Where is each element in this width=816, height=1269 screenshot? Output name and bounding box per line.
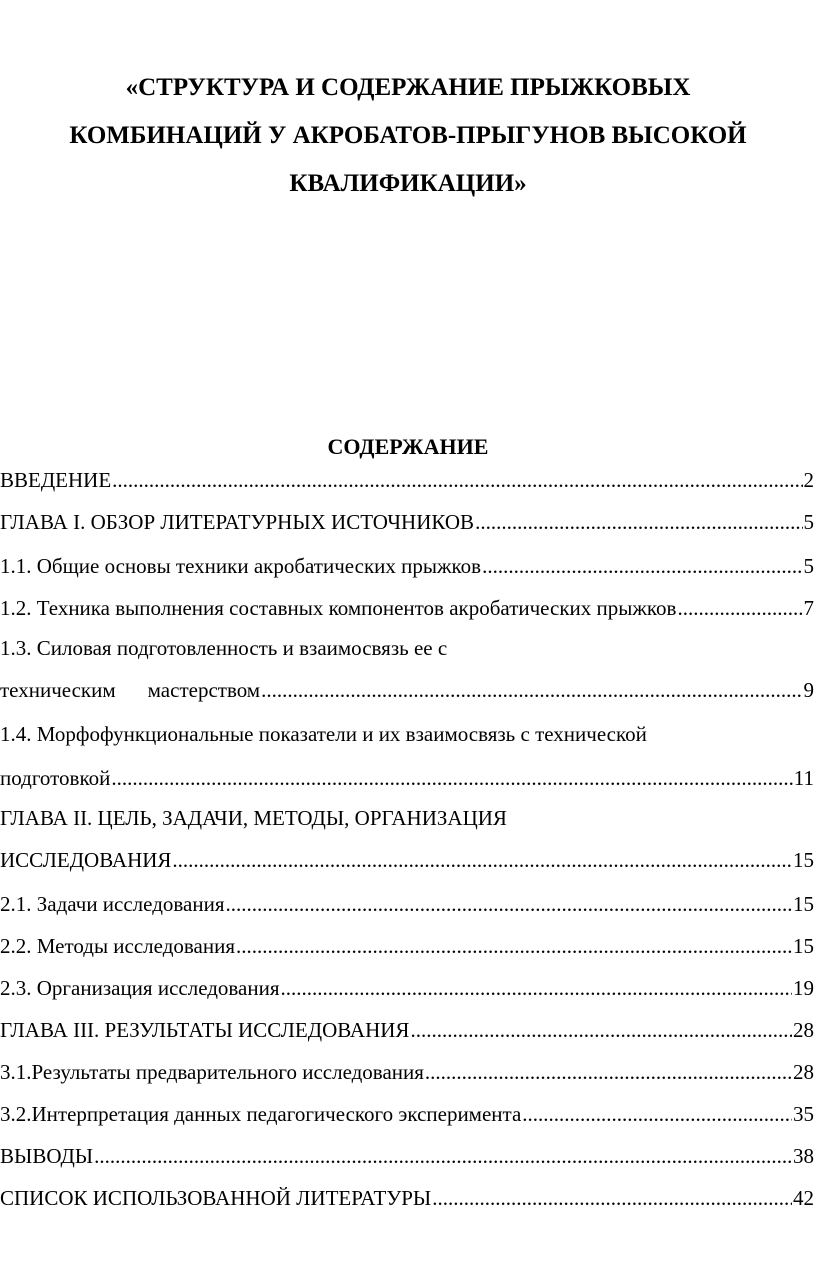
toc-leader-dots <box>482 552 802 580</box>
toc-leader-dots <box>112 466 802 494</box>
toc-entry-1-2 <box>0 594 816 622</box>
toc-entry-1-3 <box>0 634 816 704</box>
toc-entry-label: 2.2. Методы исследования <box>0 934 235 958</box>
toc-leader-dots <box>677 594 802 622</box>
title-line-3: КВАЛИФИКАЦИИ» <box>289 170 527 197</box>
toc-entry-chapter-2 <box>0 804 816 874</box>
toc-entry-1-1 <box>0 552 816 580</box>
toc-entry-3-1 <box>0 1058 816 1086</box>
toc-page-number: 5 <box>803 554 814 578</box>
toc-entry-2-3 <box>0 974 816 1002</box>
toc-entry-label: ГЛАВА I. ОБЗОР ЛИТЕРАТУРНЫХ ИСТОЧНИКОВ <box>0 510 475 534</box>
toc-page-number: 2 <box>803 468 814 492</box>
toc-leader-dots <box>281 974 792 1002</box>
toc-entry-first-line: 1.3. Силовая подготовленность и взаимосвязь ее с <box>0 636 448 660</box>
toc-entry-label: ВЫВОДЫ <box>0 1144 94 1168</box>
toc-entry-1-4 <box>0 720 816 792</box>
toc-page-number: 7 <box>803 596 814 620</box>
toc-page-number: 35 <box>793 1102 814 1126</box>
toc-entry-label: 2.1. Задачи исследования <box>0 892 225 916</box>
toc-entry-2-2 <box>0 932 816 960</box>
title-line-1: «СТРУКТУРА И СОДЕРЖАНИЕ ПРЫЖКОВЫХ <box>125 74 691 101</box>
toc-entry-label: 1.2. Техника выполнения составных компонентов акробатических прыжков <box>0 596 677 620</box>
toc-leader-dots <box>410 1016 792 1044</box>
toc-page-number: 28 <box>793 1060 814 1084</box>
toc-leader-dots <box>425 1058 792 1086</box>
toc-entry-2-1 <box>0 890 816 918</box>
toc-leader-dots <box>522 1100 792 1128</box>
toc-entry-label: 1.1. Общие основы техники акробатических прыжков <box>0 554 482 578</box>
toc-leader-dots <box>226 890 793 918</box>
toc-page-number: 15 <box>793 934 814 958</box>
toc-entry-label-part: мастерством <box>147 678 261 702</box>
toc-entry-chapter-3 <box>0 1016 816 1044</box>
toc-page-number: 11 <box>793 766 814 790</box>
toc-entry-label: СПИСОК ИСПОЛЬЗОВАННОЙ ЛИТЕРАТУРЫ <box>0 1186 432 1210</box>
title-line-2: КОМБИНАЦИЙ У АКРОБАТОВ-ПРЫГУНОВ ВЫСОКОЙ <box>69 122 747 149</box>
toc-entry-label-part: техническим <box>0 678 116 702</box>
toc-page-number: 9 <box>803 678 814 702</box>
toc-entry-3-2 <box>0 1100 816 1128</box>
document-title <box>0 64 816 208</box>
toc-entry-chapter-1 <box>0 508 816 536</box>
toc-page-number: 5 <box>803 510 814 534</box>
toc-entry-introduction <box>0 466 816 494</box>
toc-entry-references <box>0 1184 816 1212</box>
toc-entry-label: ВВЕДЕНИЕ <box>0 468 112 492</box>
toc-entry-label: ИССЛЕДОВАНИЯ <box>0 848 172 872</box>
toc-entry-label: 2.3. Организация исследования <box>0 976 280 1000</box>
toc-page-number: 15 <box>793 848 814 872</box>
toc-entry-label: ГЛАВА III. РЕЗУЛЬТАТЫ ИССЛЕДОВАНИЯ <box>0 1018 410 1042</box>
toc-entry-first-line: ГЛАВА II. ЦЕЛЬ, ЗАДАЧИ, МЕТОДЫ, ОРГАНИЗАЦИЯ <box>0 806 507 830</box>
toc-leader-dots <box>432 1184 792 1212</box>
toc-page-number: 15 <box>793 892 814 916</box>
toc-leader-dots <box>111 764 792 792</box>
toc-entry-label: подготовкой <box>0 766 111 790</box>
toc-leader-dots <box>261 676 802 704</box>
toc-leader-dots <box>236 932 792 960</box>
toc-entry-first-line: 1.4. Морфофункциональные показатели и их взаимосвязь с технической <box>0 722 647 746</box>
toc-entry-conclusions <box>0 1142 816 1170</box>
toc-page-number: 28 <box>793 1018 814 1042</box>
toc-entry-label <box>0 676 260 704</box>
toc-page-number: 42 <box>793 1186 814 1210</box>
toc-page-number: 19 <box>793 976 814 1000</box>
toc-page-number: 38 <box>793 1144 814 1168</box>
toc-leader-dots <box>94 1142 792 1170</box>
toc-entry-label: 3.1.Результаты предварительного исследования <box>0 1060 424 1084</box>
toc-heading: СОДЕРЖАНИЕ <box>327 434 489 459</box>
toc-leader-dots <box>172 846 792 874</box>
toc-entry-label: 3.2.Интерпретация данных педагогического эксперимента <box>0 1102 522 1126</box>
toc-leader-dots <box>475 508 802 536</box>
